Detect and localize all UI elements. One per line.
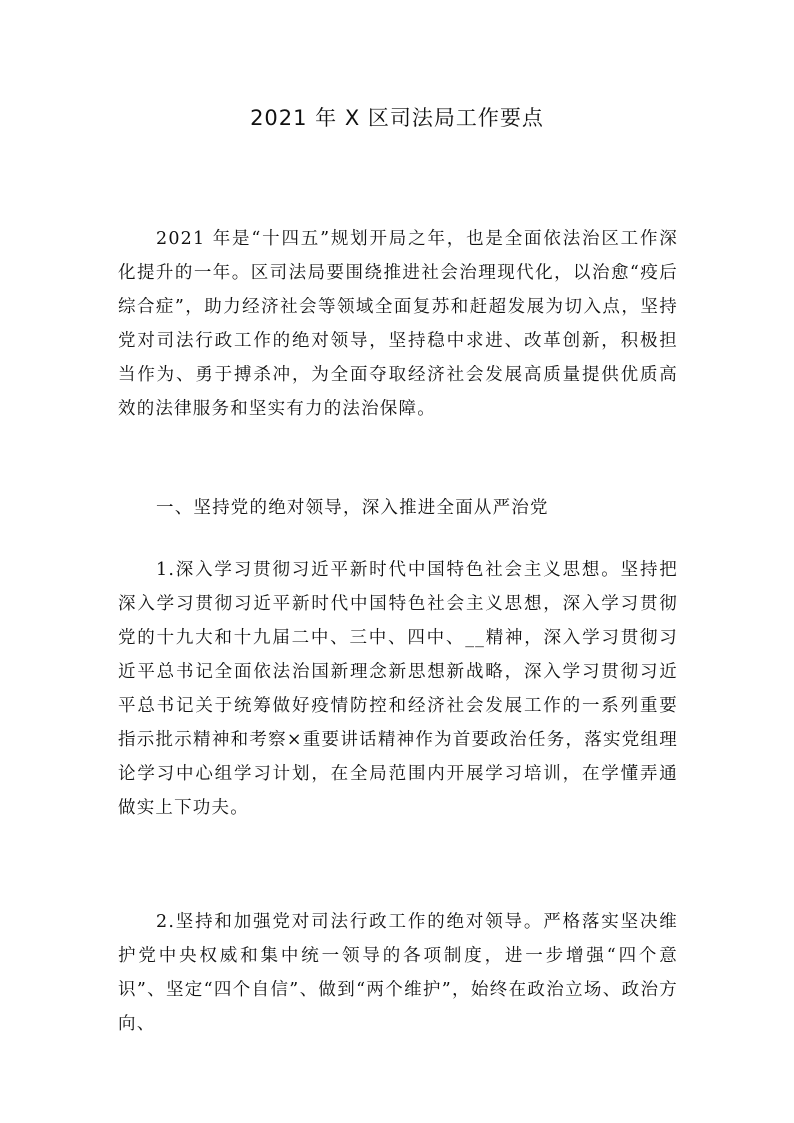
intro-paragraph: 2021 年是“十四五”规划开局之年，也是全面依法治区工作深化提升的一年。区司法局要围绕推进社会治理现代化，以治愈“疫后综合症”，助力经济社会等领域全面复苏和赶超发展为切入点，坚持党对司法行政工作的绝对领导，坚持稳中求进、改革创新，积极担当作为、勇于搏杀冲，为全面夺取经济社会发展高质量提供优质高效的法律服务和坚实有力的法治保障。 — [118, 229, 678, 419]
intro-paragraph-block — [118, 222, 678, 426]
section-1-heading: 一、坚持党的绝对领导，深入推进全面从严治党 — [156, 498, 549, 518]
document-title: 2021 年 X 区司法局工作要点 — [250, 106, 544, 130]
item-2-paragraph: 2.坚持和加强党对司法行政工作的绝对领导。严格落实坚决维护党中央权威和集中统一领导的各项制度，进一步增强“四个意识”、坚定“四个自信”、做到“两个维护”，始终在政治立场、政治方向、 — [118, 912, 678, 1034]
item-2-block — [118, 905, 678, 1041]
item-1-paragraph: 1.深入学习贯彻习近平新时代中国特色社会主义思想。坚持把深入学习贯彻习近平新时代中国特色社会主义思想，深入学习贯彻党的十九大和十九届二中、三中、四中、__精神，深入学习贯彻习近平总书记全面依法治国新理念新思想新战略，深入学习贯彻习近平总书记关于统筹做好疫情防控和经济社会发展工作的一系列重要指示批示精神和考察×重要讲话精神作为首要政治任务，落实党组理论学习中心组学习计划，在全局范围内开展学习培训，在学懂弄通做实上下功夫。 — [118, 560, 678, 818]
section-heading-block — [118, 491, 678, 525]
item-1-block — [118, 553, 678, 825]
